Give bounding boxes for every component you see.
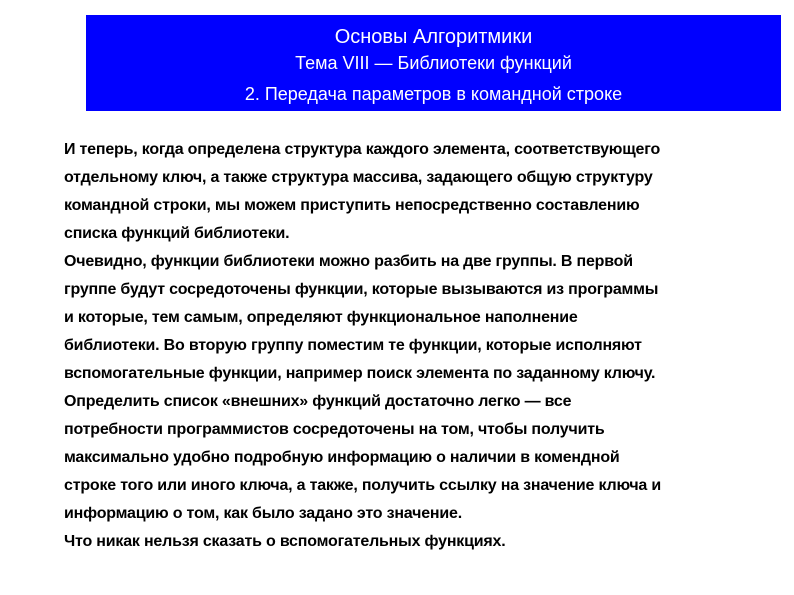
- text-line: библиотеки. Во вторую группу поместим те функции, которые исполняют: [64, 337, 642, 354]
- text-line: информацию о том, как было задано это значение.: [64, 505, 462, 522]
- paragraph-3: [64, 388, 764, 528]
- text-line: И теперь, когда определена структура каждого элемента, соответствующего: [64, 141, 661, 158]
- text-line: Очевидно, функции библиотеки можно разбить на две группы. В первой: [64, 253, 633, 270]
- section-heading: 2. Передача параметров в командной строке: [244, 84, 623, 104]
- text-line: командной строки, мы можем приступить непосредственно составлению: [64, 197, 640, 214]
- paragraph-2: [64, 248, 764, 388]
- paragraph-4: [64, 528, 764, 556]
- slide-header: [86, 15, 781, 111]
- text-line: списка функций библиотеки.: [64, 225, 290, 242]
- text-line: потребности программистов сосредоточены на том, чтобы получить: [64, 421, 605, 438]
- slide-subtitle: Тема VIII — Библиотеки функций: [295, 53, 572, 73]
- text-line: Определить список «внешних» функций достаточно легко — все: [64, 393, 572, 410]
- text-line: вспомогательные функции, например поиск элемента по заданному ключу.: [64, 365, 656, 382]
- text-line: Что никак нельзя сказать о вспомогательных функциях.: [64, 533, 506, 550]
- text-line: максимально удобно подробную информацию о наличии в комендной: [64, 449, 620, 466]
- slide-title: Основы Алгоритмики: [334, 26, 533, 48]
- text-line: строке того или иного ключа, а также, получить ссылку на значение ключа и: [64, 477, 661, 494]
- text-line: отдельному ключ, а также структура массива, задающего общую структуру: [64, 169, 653, 186]
- text-line: группе будут сосредоточены функции, которые вызываются из программы: [64, 281, 659, 298]
- slide-body: [64, 136, 764, 556]
- text-line: и которые, тем самым, определяют функциональное наполнение: [64, 309, 578, 326]
- paragraph-1: [64, 136, 764, 248]
